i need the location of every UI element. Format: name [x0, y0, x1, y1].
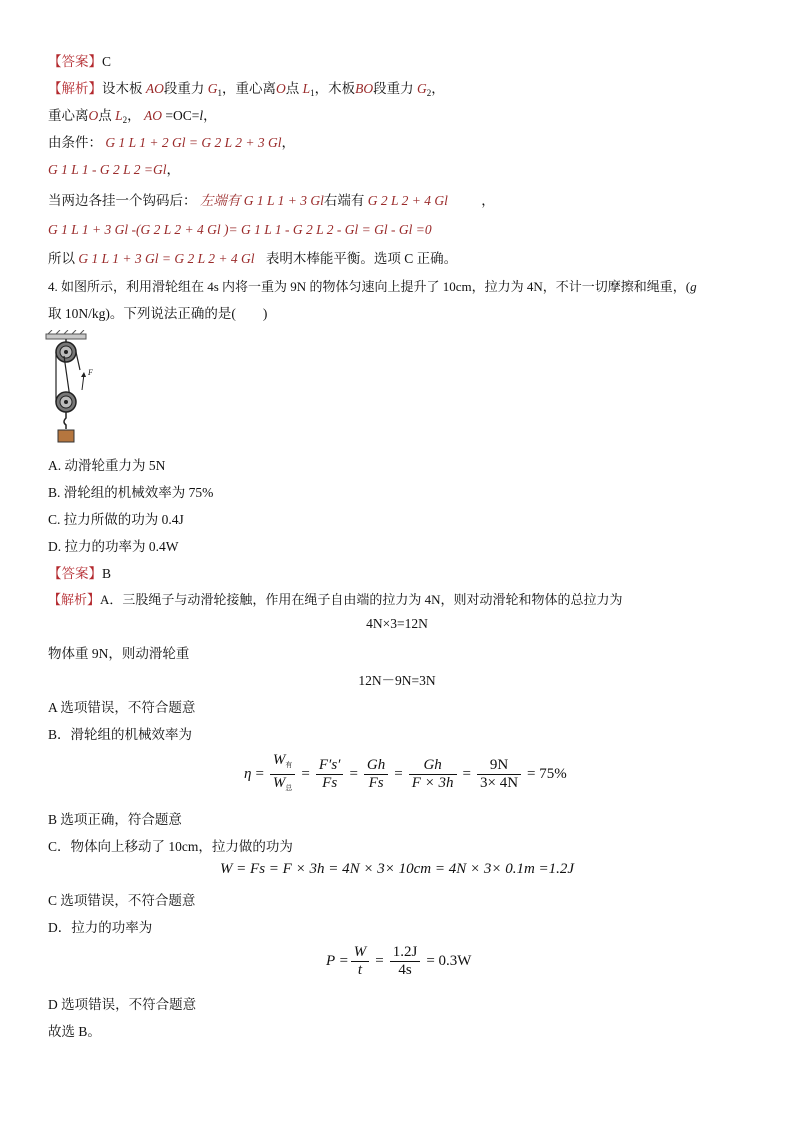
analysis1-line6	[48, 222, 432, 238]
option-b	[48, 481, 213, 501]
text: =	[375, 953, 384, 969]
text: 点	[98, 108, 112, 123]
fraction	[270, 752, 296, 797]
text: = 0.3W	[426, 953, 472, 969]
text: AO	[145, 81, 164, 96]
text: 所以	[48, 251, 75, 266]
fraction	[409, 757, 457, 792]
text: Gh	[409, 757, 457, 775]
text: G	[417, 81, 427, 96]
text: l	[199, 108, 204, 123]
text: ，	[481, 193, 495, 208]
analysis-bracket: 【解析】	[48, 592, 101, 607]
text: 1	[310, 88, 315, 98]
power-equation	[326, 944, 475, 979]
text: O	[88, 108, 99, 123]
text: 总	[285, 784, 293, 792]
fraction	[390, 944, 421, 979]
answer-bracket: 【答案】	[48, 54, 102, 69]
text: ，	[166, 162, 181, 177]
text: A 选项错误，不符合题意	[48, 700, 196, 715]
analysis1-line4	[48, 158, 180, 178]
text: 4s	[398, 962, 412, 978]
equation-a2	[0, 669, 794, 689]
text: =	[349, 766, 358, 782]
formula: G 1 L 1 + 2 Gl = G 2 L 2 + 3 Gl	[105, 135, 282, 150]
text: ，木板	[314, 81, 356, 96]
text: t	[357, 962, 363, 978]
text: 故选 B。	[48, 1024, 101, 1039]
text: C 选项错误，不符合题意	[48, 893, 196, 908]
text: B. 滑轮组的机械效率为 75%	[48, 485, 214, 500]
text: B 选项正确，符合题意	[48, 812, 182, 827]
text: AO	[144, 108, 163, 123]
answer-value: B	[102, 566, 112, 581]
analysis2-b1	[48, 723, 192, 743]
text: Fs	[368, 775, 384, 791]
text: 段重力	[373, 81, 414, 96]
text: 左端有	[199, 193, 241, 208]
formula: G 1 L 1 + 3 Gl = G 2 L 2 + 4 Gl	[78, 251, 255, 266]
text: O	[276, 81, 286, 96]
text: ，	[281, 135, 295, 150]
analysis1-line2	[48, 104, 217, 125]
answer-bracket: 【答案】	[48, 566, 102, 581]
analysis1-line1	[48, 77, 445, 98]
text: W	[272, 775, 286, 791]
force-label: F	[88, 368, 93, 377]
pulley-diagram	[44, 330, 114, 445]
text: g	[690, 279, 697, 294]
text: ，	[203, 108, 217, 123]
answer-line-2	[48, 562, 111, 582]
work-equation	[0, 861, 794, 878]
text: F′s′	[316, 757, 344, 775]
equation-a1	[0, 616, 794, 632]
text: 有	[285, 761, 293, 769]
text: 3× 4N	[480, 775, 519, 791]
text: 右端有	[323, 193, 365, 208]
text: η	[244, 766, 252, 782]
text: Gh	[364, 757, 388, 775]
answer-line-1	[48, 50, 111, 70]
text: 表明木棒能平衡。选项 C 正确。	[265, 251, 458, 266]
text: 物体重 9N，则动滑轮重	[48, 646, 190, 661]
fraction	[477, 757, 521, 792]
text: D 选项错误，不符合题意	[48, 997, 197, 1012]
text: 点	[285, 81, 300, 96]
text: 1	[217, 88, 222, 98]
analysis2-a2	[48, 642, 189, 662]
analysis2-d2	[48, 993, 196, 1013]
analysis1-line7	[48, 247, 457, 267]
answer-value: C	[102, 54, 112, 69]
fraction	[364, 757, 388, 792]
text: 12N－9N=3N	[358, 673, 436, 688]
option-c	[48, 508, 184, 528]
text: A．三股绳子与动滑轮接触，作用在绳子自由端的拉力为 4N，则对动滑轮和物体的总拉力为	[100, 592, 623, 607]
text: 段重力	[163, 81, 205, 96]
text: 9N	[477, 757, 521, 775]
option-a	[48, 454, 165, 474]
text: 由条件：	[48, 135, 102, 150]
text: G	[207, 81, 218, 96]
text: C. 拉力所做的功为 0.4J	[48, 512, 184, 527]
text: =	[394, 766, 403, 782]
text: =	[462, 766, 471, 782]
text: W	[351, 944, 370, 962]
text: ，重心离	[222, 81, 276, 96]
efficiency-equation	[244, 752, 571, 797]
text: ，	[431, 81, 445, 96]
text: 2	[122, 115, 128, 125]
text: 当两边各挂一个钩码后：	[48, 193, 197, 208]
text: W = Fs = F × 3h = 4N × 3× 10cm = 4N × 3× 0.1m =1.2J	[219, 861, 575, 877]
option-d	[48, 535, 179, 555]
text: =	[301, 766, 310, 782]
text: L	[115, 108, 123, 123]
formula: G 1 L 1 + 3 Gl -(G 2 L 2 + 4 Gl )= G 1 L 1 - G 2 L 2 - Gl = Gl - Gl =0	[48, 222, 432, 237]
question4-line1	[48, 276, 697, 295]
text: B．滑轮组的机械效率为	[48, 727, 193, 742]
text: L	[302, 81, 311, 96]
analysis1-line3	[48, 131, 295, 151]
text: 1.2J	[390, 944, 421, 962]
analysis2-d1	[48, 916, 152, 936]
question4-line2	[48, 302, 267, 322]
text: F × 3h	[411, 775, 454, 791]
text: D. 拉力的功率为 0.4W	[48, 539, 179, 554]
text: BO	[355, 81, 374, 96]
text: 4. 如图所示，利用滑轮组在 4s 内将一重为 9N 的物体匀速向上提升了 10cm，拉力为 4N，不计一切摩擦和绳重，(	[48, 279, 691, 294]
analysis1-line5	[48, 189, 495, 209]
text: 取 10N/kg)。下列说法正确的是( )	[48, 306, 268, 321]
text: ，	[127, 108, 141, 123]
formula: G 1 L 1 - G 2 L 2 =Gl	[48, 162, 167, 177]
text: Fs	[322, 775, 338, 791]
analysis2-b2	[48, 808, 182, 828]
fraction	[351, 944, 370, 979]
text: C．物体向上移动了 10cm，拉力做的功为	[48, 839, 293, 854]
text: A. 动滑轮重力为 5N	[48, 458, 166, 473]
analysis2-c2	[48, 889, 195, 909]
text: P =	[326, 953, 349, 969]
text: W	[272, 752, 286, 768]
analysis2-a3	[48, 696, 195, 716]
formula: G 2 L 2 + 4 Gl	[367, 193, 448, 208]
final-answer	[48, 1020, 101, 1040]
analysis2-a1	[48, 589, 623, 608]
text: 设木板	[102, 81, 143, 96]
analysis-bracket: 【解析】	[48, 81, 102, 96]
text: 4N×3=12N	[366, 616, 428, 631]
text: D．拉力的功率为	[48, 920, 153, 935]
pulley-figure	[44, 330, 114, 445]
fraction	[316, 757, 344, 792]
analysis2-c1	[48, 835, 293, 855]
text: = 75%	[527, 766, 567, 782]
formula: G 1 L 1 + 3 Gl	[243, 193, 324, 208]
text: 2	[426, 88, 432, 98]
text: 重心离	[48, 108, 89, 123]
text: =OC=	[162, 108, 200, 123]
text: =	[255, 766, 264, 782]
